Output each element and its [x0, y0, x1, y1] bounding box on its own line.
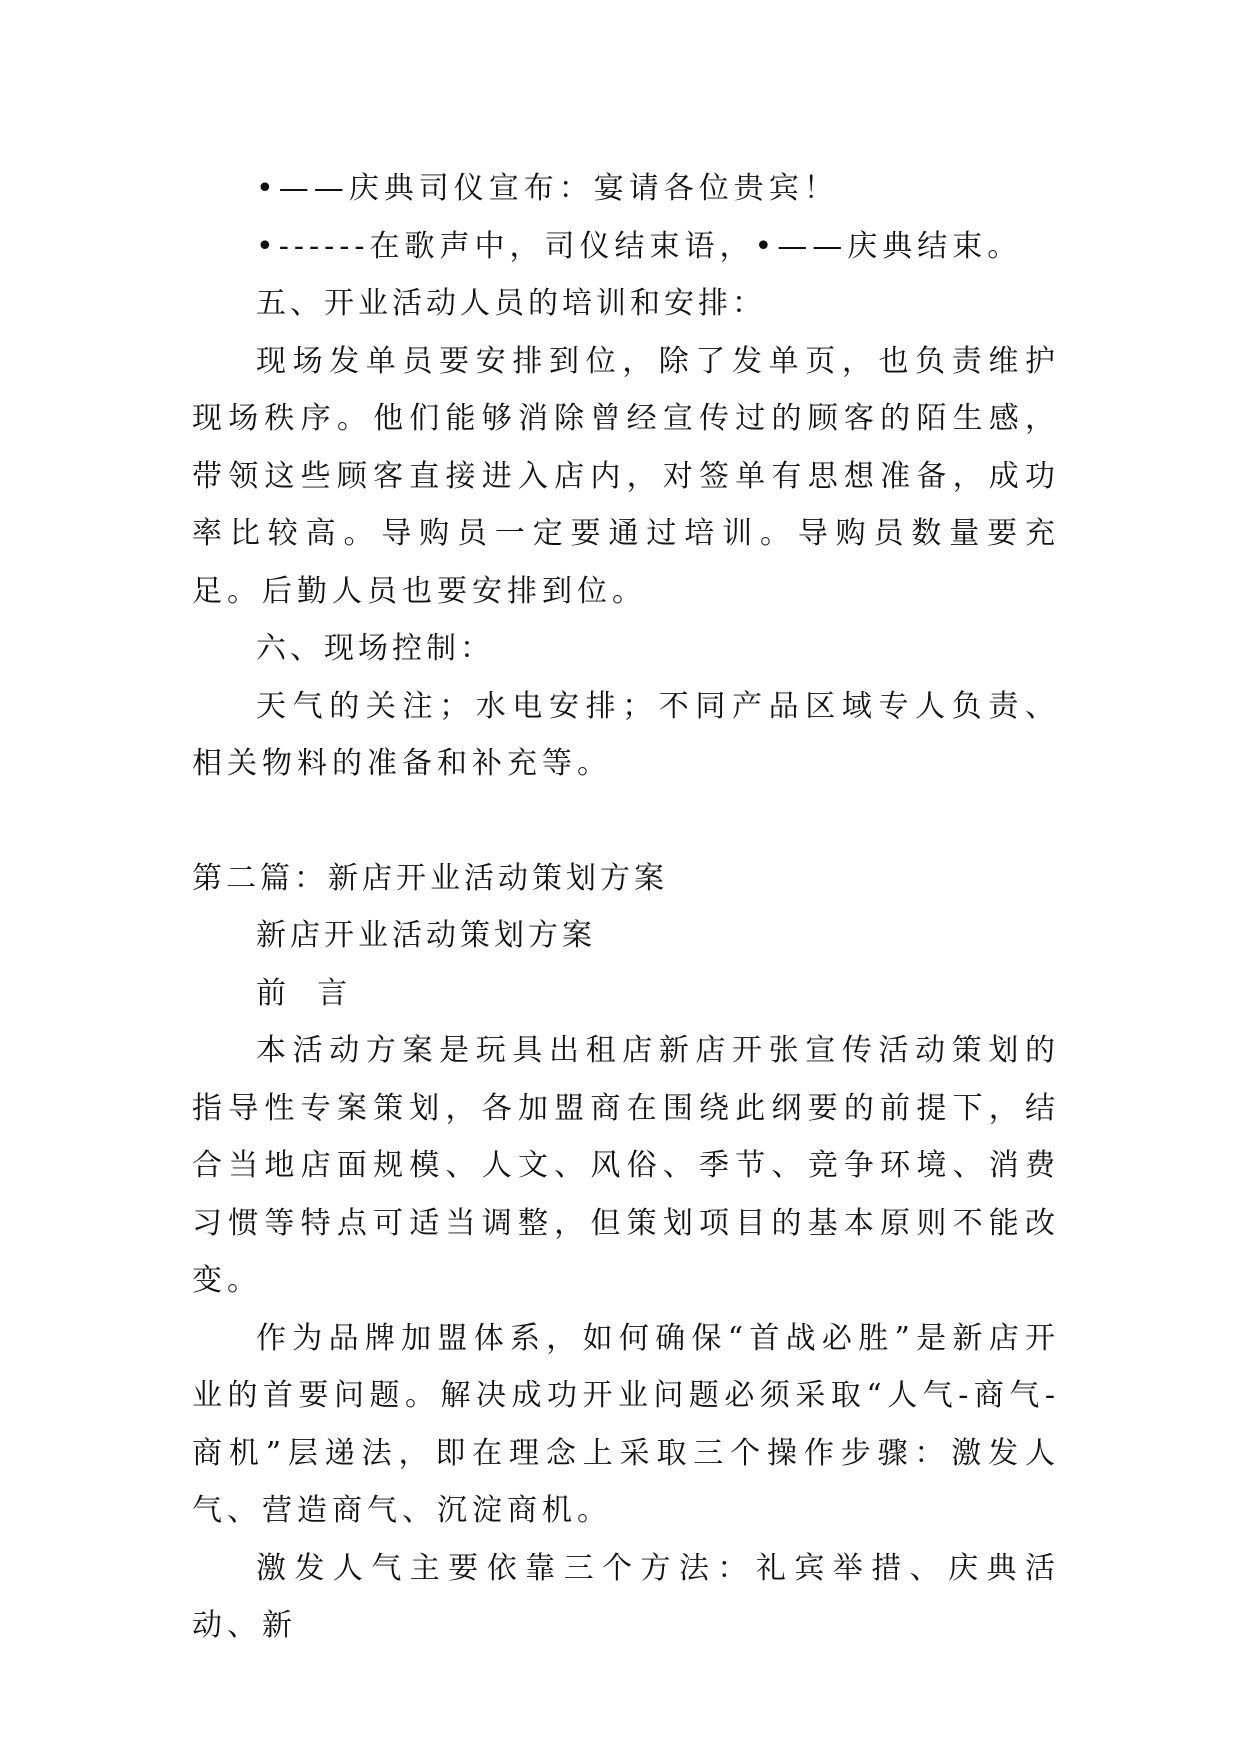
ceremony-line-banquet: •——庆典司仪宣布：宴请各位贵宾！ — [256, 171, 839, 206]
section-6-paragraph: 天气的关注；水电安排；不同产品区域专人负责、相关物料的准备和补充等。 — [192, 688, 1060, 781]
document-body — [192, 160, 1060, 1655]
preface-heading: 前 言 — [256, 975, 352, 1011]
section-5-paragraph: 现场发单员要安排到位，除了发单页，也负责维护现场秩序。他们能够消除曾经宣传过的顾客的陌生感，带领这些顾客直接进入店内，对签单有思想准备，成功率比较高。导购员一定要通过培训。导购员数量要充足。后勤人员也要安排到位。 — [192, 343, 1060, 609]
ceremony-line-closing: •------在歌声中，司仪结束语，•——庆典结束。 — [256, 228, 1023, 264]
preface-paragraph-3: 激发人气主要依靠三个方法：礼宾举措、庆典活动、新 — [192, 1550, 1060, 1643]
section-spacer — [192, 793, 1060, 850]
section-6-heading: 六、现场控制： — [256, 631, 494, 666]
preface-paragraph-2: 作为品牌加盟体系，如何确保“首战必胜”是新店开业的首要问题。解决成功开业问题必须采取“人气-商气-商机”层递法，即在理念上采取三个操作步骤：激发人气、营造商气、沉淀商机。 — [192, 1320, 1060, 1528]
chapter-title: 第二篇：新店开业活动策划方案 — [192, 860, 668, 896]
document-title: 新店开业活动策划方案 — [256, 918, 596, 953]
preface-paragraph-1: 本活动方案是玩具出租店新店开张宣传活动策划的指导性专案策划，各加盟商在围绕此纲要的前提下，结合当地店面规模、人文、风俗、季节、竞争环境、消费习惯等特点可适当调整，但策划项目的基本原则不能改变。 — [192, 1033, 1060, 1298]
section-5-heading: 五、开业活动人员的培训和安排： — [256, 286, 766, 321]
